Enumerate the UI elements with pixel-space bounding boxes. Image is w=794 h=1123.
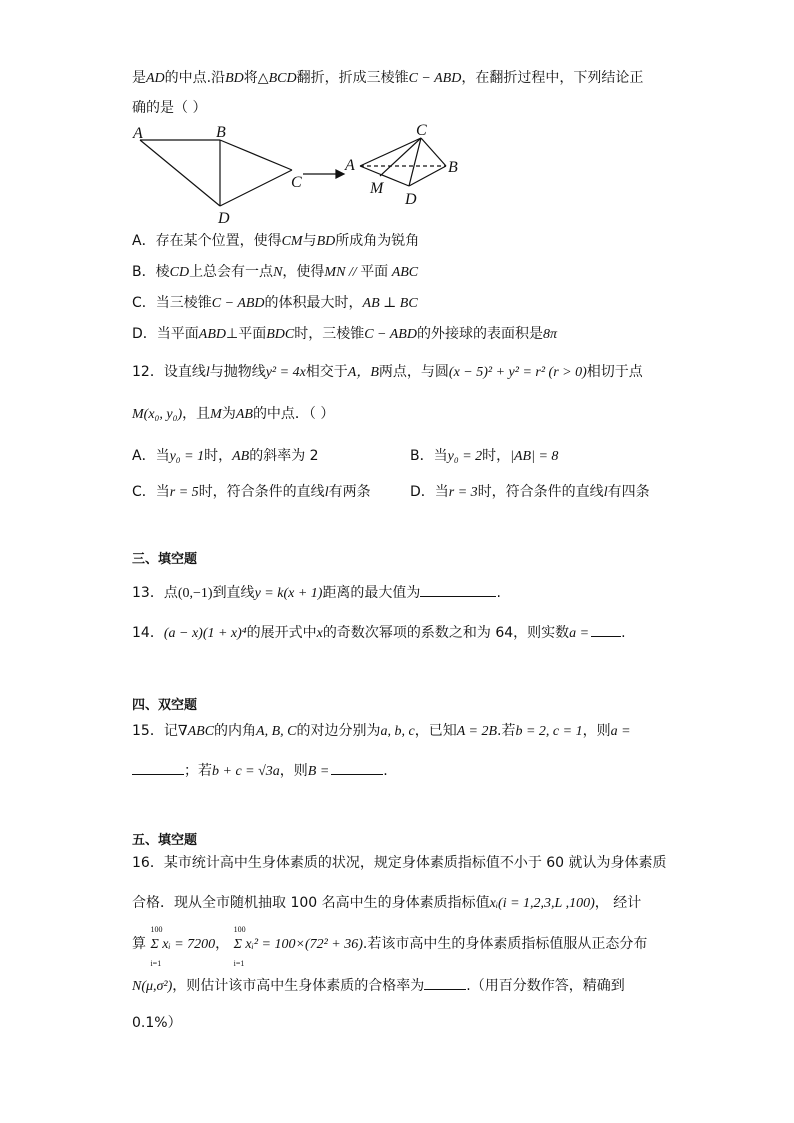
option-text: 的斜率为 2	[249, 448, 319, 464]
q11-text: 的中点.沿	[164, 70, 226, 86]
option-math: 8π	[542, 327, 557, 342]
q15-text: 的对边分别为	[296, 723, 381, 739]
option-text: 时，	[482, 448, 511, 464]
q11-intro-line-1	[132, 68, 643, 89]
option-math: AB	[232, 449, 250, 464]
q11-option-d	[132, 324, 557, 345]
arrow-icon	[303, 170, 344, 178]
q12-math: (x − 5)² + y² = r² (r > 0)	[448, 365, 587, 380]
option-letter: A．	[132, 448, 156, 464]
q13	[132, 582, 501, 604]
q12-stem-line-2	[132, 404, 334, 425]
answer-blank[interactable]	[132, 760, 184, 775]
option-text: 有四条	[607, 484, 650, 500]
option-text: 当	[433, 448, 448, 464]
figure-label-A2: A	[345, 157, 355, 174]
q11-math: △BCD	[257, 71, 297, 86]
q14	[132, 622, 626, 644]
figure-label-C2: C	[416, 122, 427, 139]
q15-math: B =	[307, 764, 330, 779]
figure-planar-quadrilateral	[140, 140, 292, 206]
option-math: y₀ = 2	[447, 449, 483, 464]
answer-blank[interactable]	[591, 622, 621, 637]
option-text: 平面	[360, 264, 389, 280]
q15-math: a, b, c	[380, 724, 415, 739]
q15-math: b + c = √3a	[212, 764, 280, 779]
sum-lower-limit: i=1	[233, 959, 245, 968]
option-text: 当三棱锥	[155, 295, 212, 311]
q16-line-1: 16．某市统计高中生身体素质的状况，规定身体素质指标值不小于 60 就认为身体素质	[132, 855, 667, 871]
q13-text: 13．点	[132, 585, 178, 601]
option-math: BDC	[266, 327, 295, 342]
q12-options-row-1	[132, 446, 692, 467]
option-math: l	[324, 485, 329, 500]
q13-text: 到直线	[212, 585, 255, 601]
q14-math: (a − x)(1 + x)⁴	[163, 626, 247, 641]
q12-text: 两点，与圆	[378, 364, 449, 380]
q11-option-b	[132, 262, 418, 283]
q12-text: 的中点．（ ）	[252, 406, 335, 422]
option-text: 所成角为锐角	[335, 233, 420, 249]
option-text: 有两条	[328, 484, 371, 500]
q12-text: 为	[221, 406, 236, 422]
q14-text: 的展开式中	[246, 625, 317, 641]
q15-text: ，则	[582, 723, 611, 739]
q11-text: 是	[132, 70, 146, 86]
q16-text: ， 经计	[594, 895, 642, 911]
q15-text: .	[383, 763, 388, 779]
section-heading-double-blank: 四、双空题	[132, 698, 198, 713]
q13-math: y = k(x + 1)	[254, 586, 323, 601]
q12-math: M	[210, 407, 222, 422]
option-text: 当平面	[156, 326, 199, 342]
q16-text: ，则估计该市高中生身体素质的合格率为	[172, 978, 425, 994]
option-letter: D．	[410, 484, 435, 500]
q11-text: ，在翻折过程中，下列结论正	[461, 70, 644, 86]
option-text: 棱	[155, 264, 170, 280]
answer-blank[interactable]	[424, 975, 466, 990]
q16-line-5: 0.1%）	[132, 1015, 182, 1031]
q14-math: a =	[569, 626, 590, 641]
answer-blank[interactable]	[331, 760, 383, 775]
q15-math: A, B, C	[256, 724, 297, 739]
q15-text: ，则	[279, 763, 308, 779]
q14-text: .	[621, 625, 626, 641]
q12-math: l	[205, 365, 210, 380]
q12-stem-line-1	[132, 362, 643, 383]
option-text: 时，	[204, 448, 233, 464]
q14-text: 的奇数次幂项的系数之和为 64，则实数	[322, 625, 570, 641]
option-text: 的体积最大时，	[264, 295, 363, 311]
q11-option-a	[132, 231, 419, 252]
figure-label-M: M	[370, 180, 384, 197]
figure-label-D2: D	[405, 191, 417, 208]
option-text: 时，符合条件的直线	[477, 484, 604, 500]
q12-text: 相交于	[305, 364, 348, 380]
q15-text: ；若	[184, 763, 212, 779]
option-math: CD	[169, 265, 190, 280]
q15-math: ∇ABC	[177, 724, 215, 739]
option-math: BD	[316, 234, 336, 249]
option-text: 当	[155, 448, 170, 464]
figure-label-B2: B	[448, 159, 458, 176]
option-math: C − ABD	[364, 327, 417, 342]
option-text: 当	[155, 484, 170, 500]
figure-label-A: A	[133, 125, 143, 142]
q12-math: AB	[235, 407, 253, 422]
q16-math: Σ xᵢ = 7200	[150, 937, 216, 952]
q11-text: 翻折，折成三棱锥	[296, 70, 409, 86]
q16-text: .（用百分数作答，精确到	[466, 978, 625, 994]
option-text: 时，符合条件的直线	[198, 484, 325, 500]
sum-upper-limit: 100	[233, 925, 246, 934]
q16-line-3	[132, 925, 648, 968]
q15-text: ，已知	[414, 723, 457, 739]
option-math: ABD	[198, 327, 226, 342]
q11-option-c	[132, 293, 418, 314]
answer-blank[interactable]	[420, 582, 496, 597]
option-math: r = 5	[169, 485, 199, 500]
option-letter: D．	[132, 326, 157, 342]
q16-text: .若该市高中生的身体素质指标值服从正态分布	[362, 936, 648, 952]
option-text: ，使得	[282, 264, 325, 280]
q12-math: A，B	[347, 365, 379, 380]
sum-expression-1	[150, 925, 216, 968]
q15-math: b = 2, c = 1	[515, 724, 583, 739]
q12-options-row-2	[132, 482, 692, 503]
q16-line-4	[132, 975, 625, 997]
option-text: 当	[434, 484, 449, 500]
q12-text: ，且	[182, 406, 211, 422]
q12-option-b	[410, 446, 558, 467]
option-math: ABC	[388, 265, 419, 280]
section-heading-fill-in: 三、填空题	[132, 552, 198, 567]
option-text: ⊥平面	[226, 326, 267, 342]
q16-text: 合格．现从全市随机抽取 100 名高中生的身体素质指标值	[132, 895, 490, 911]
option-math: MN //	[324, 265, 361, 280]
section-heading-fill-in-2: 五、填空题	[132, 833, 198, 848]
option-text: 时，三棱锥	[294, 326, 365, 342]
option-text: 与	[302, 233, 317, 249]
option-letter: C．	[132, 484, 156, 500]
q13-math: (0,−1)	[177, 586, 213, 601]
option-letter: C．	[132, 295, 156, 311]
q15-math: a =	[610, 724, 631, 739]
q15-line-2	[132, 760, 388, 782]
figure-label-D: D	[218, 210, 230, 227]
option-letter: A．	[132, 233, 156, 249]
option-letter: B．	[410, 448, 434, 464]
q12-text: 相切于点	[586, 364, 643, 380]
q14-math: x	[316, 626, 323, 641]
q16-text: ，	[215, 936, 230, 952]
option-math: N	[273, 265, 283, 280]
option-math: CM	[281, 234, 303, 249]
sum-upper-limit: 100	[150, 925, 163, 934]
q16-math: xᵢ(i = 1,2,3,L ,100)	[489, 896, 595, 911]
sum-lower-limit: i=1	[150, 959, 162, 968]
q12-text: 与抛物线	[209, 364, 266, 380]
q15-text: .若	[497, 723, 516, 739]
option-text: 上总会有一点	[189, 264, 274, 280]
figure-tetrahedron	[360, 138, 446, 186]
q11-figure	[128, 120, 468, 230]
figure-label-B: B	[216, 124, 226, 141]
option-math: AB ⊥ BC	[362, 296, 418, 311]
q15-text: 的内角	[214, 723, 257, 739]
q12-option-a	[132, 448, 319, 464]
q13-text: .	[496, 585, 501, 601]
q11-text: 将	[243, 70, 258, 86]
q12-option-d	[410, 482, 650, 503]
sum-expression-2	[233, 925, 363, 968]
option-text: 的外接球的表面积是	[416, 326, 543, 342]
q14-text: 14．	[132, 625, 164, 641]
q16-line-2	[132, 893, 641, 914]
q16-math: Σ xᵢ² = 100×(72² + 36)	[233, 937, 363, 952]
option-math: l	[603, 485, 608, 500]
q16-text: 算	[132, 936, 146, 952]
q15-line-1	[132, 721, 631, 742]
q15-math: A = 2B	[456, 724, 498, 739]
option-math: y₀ = 1	[169, 449, 205, 464]
q12-math: M(x₀, y₀)	[132, 407, 183, 422]
q15-text: 15．记	[132, 723, 178, 739]
option-letter: B．	[132, 264, 156, 280]
option-text: 存在某个位置，使得	[155, 233, 282, 249]
q11-math: C − ABD	[408, 71, 462, 86]
q13-text: 距离的最大值为	[322, 585, 421, 601]
figure-label-C: C	[291, 174, 302, 191]
option-math: r = 3	[448, 485, 478, 500]
q11-math: BD	[225, 71, 244, 86]
option-math: |AB| = 8	[510, 449, 559, 464]
q12-option-c	[132, 484, 371, 500]
q12-text: 12．设直线	[132, 364, 206, 380]
q11-math: AD	[146, 71, 165, 86]
option-math: C − ABD	[211, 296, 265, 311]
q16-math: N(μ,σ²)	[132, 979, 173, 994]
q12-math: y² = 4x	[265, 365, 306, 380]
q11-intro-line-2: 确的是（ ）	[132, 100, 207, 116]
